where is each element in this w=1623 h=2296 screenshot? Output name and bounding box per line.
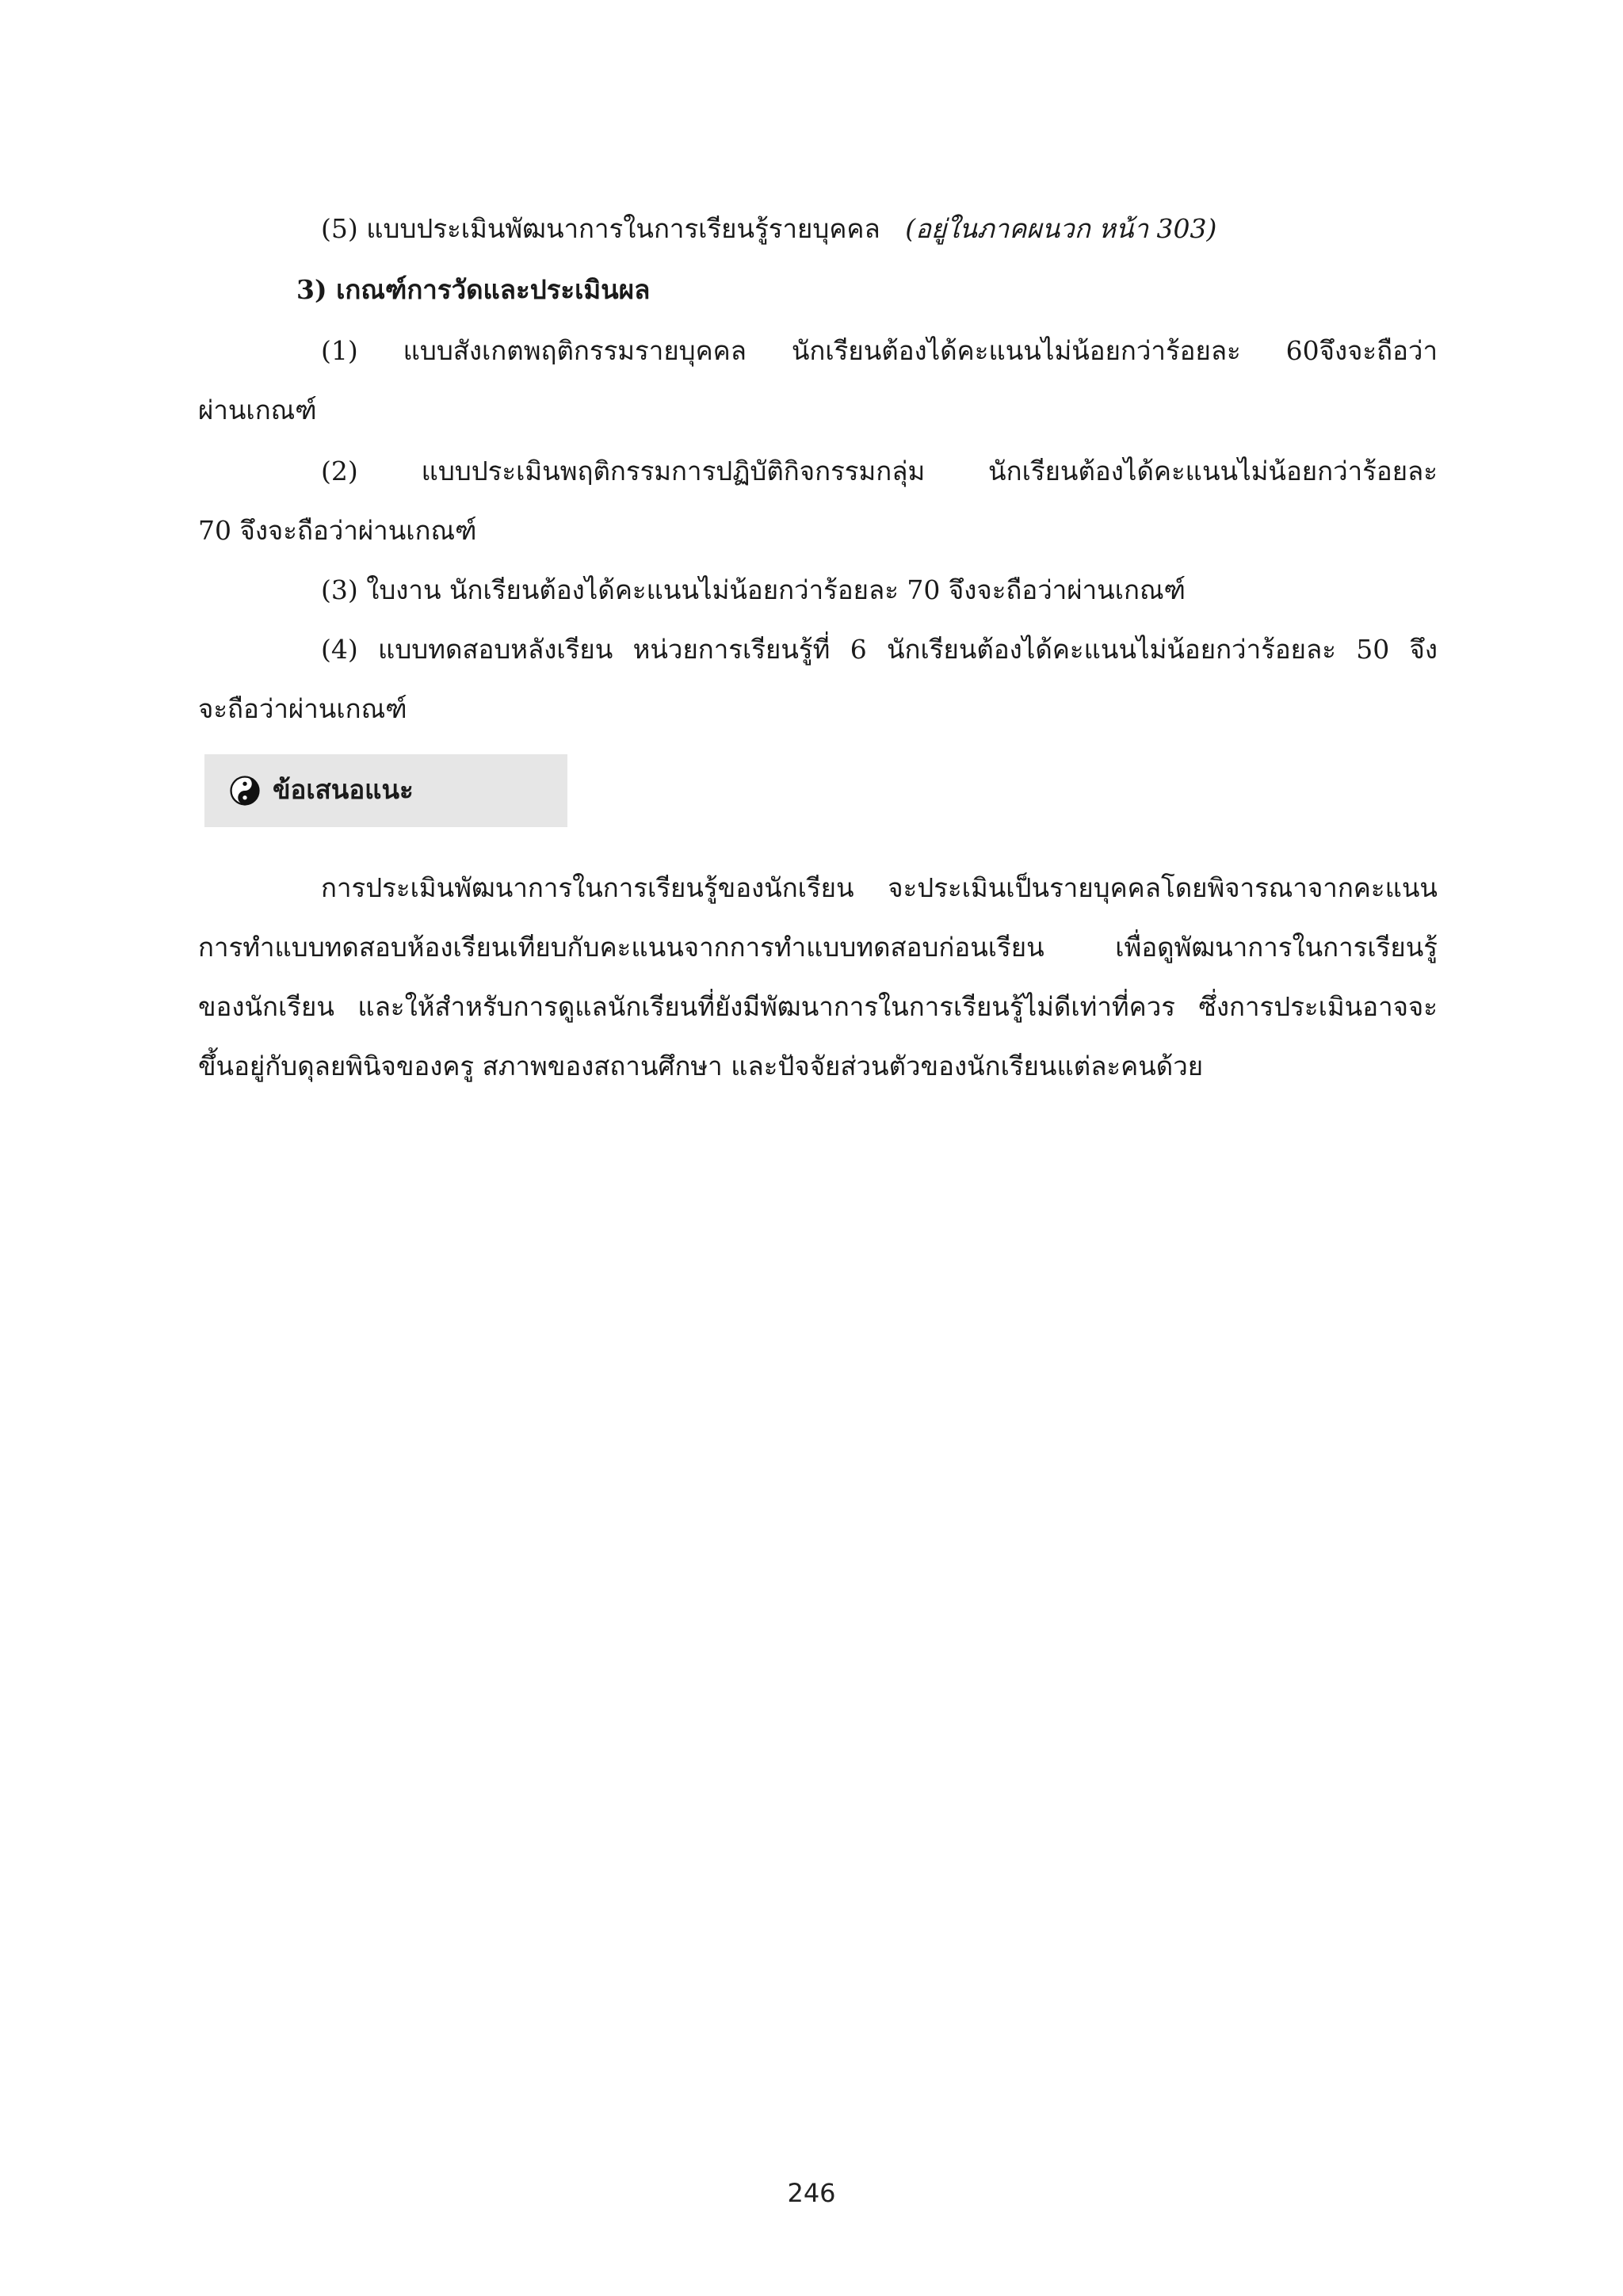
suggestion-paragraph-line-1: การประเมินพัฒนาการในการเรียนรู้ของนักเรียน จะประเมินเป็นรายบุคคลโดยพิจารณาจากคะแนน xyxy=(321,872,1438,903)
criteria-item-2-line-2: 70 จึงจะถือว่าผ่านเกณฑ์ xyxy=(198,515,477,546)
criteria-item-4-line-2: จะถือว่าผ่านเกณฑ์ xyxy=(198,693,407,724)
suggestion-heading: ข้อเสนอแนะ xyxy=(273,774,414,805)
assessment-item-5-text: (5) แบบประเมินพัฒนาการในการเรียนรู้รายบุคคล xyxy=(321,213,880,244)
criteria-item-3-line-1: (3) ใบงาน นักเรียนต้องได้คะแนนไม่น้อยกว่าร้อยละ 70 จึงจะถือว่าผ่านเกณฑ์ xyxy=(321,574,1186,605)
page-number: 246 xyxy=(787,2178,836,2208)
criteria-item-1-line-2: ผ่านเกณฑ์ xyxy=(198,395,317,425)
suggestion-paragraph-line-2: การทำแบบทดสอบห้องเรียนเทียบกับคะแนนจากการทำแบบทดสอบก่อนเรียน เพื่อดูพัฒนาการในการเรียนรู้ xyxy=(198,932,1438,963)
suggestion-callout xyxy=(204,754,567,827)
criteria-item-1-line-1: (1) แบบสังเกตพฤติกรรมรายบุคคล นักเรียนต้องได้คะแนนไม่น้อยกว่าร้อยละ 60จึงจะถือว่า xyxy=(321,335,1438,366)
criteria-item-2-line-1: (2) แบบประเมินพฤติกรรมการปฏิบัติกิจกรรมกลุ่ม นักเรียนต้องได้คะแนนไม่น้อยกว่าร้อยละ xyxy=(321,456,1438,486)
criteria-item-4-line-1: (4) แบบทดสอบหลังเรียน หน่วยการเรียนรู้ที่ 6 นักเรียนต้องได้คะแนนไม่น้อยกว่าร้อยละ 50 จึง xyxy=(321,634,1438,665)
assessment-item-5 xyxy=(321,211,1216,247)
appendix-reference: (อยู่ในภาคผนวก หน้า 303) xyxy=(905,213,1217,244)
yin-yang-icon xyxy=(230,776,260,806)
suggestion-paragraph-line-3: ของนักเรียน และให้สำหรับการดูแลนักเรียนที่ยังมีพัฒนาการในการเรียนรู้ไม่ดีเท่าที่ควร ซึ่งการประเมินอาจจะ xyxy=(198,991,1438,1022)
criteria-heading: 3) เกณฑ์การวัดและประเมินผล xyxy=(296,274,651,305)
suggestion-paragraph-line-4: ขึ้นอยู่กับดุลยพินิจของครู สภาพของสถานศึกษา และปัจจัยส่วนตัวของนักเรียนแต่ละคนด้วย xyxy=(198,1051,1204,1081)
